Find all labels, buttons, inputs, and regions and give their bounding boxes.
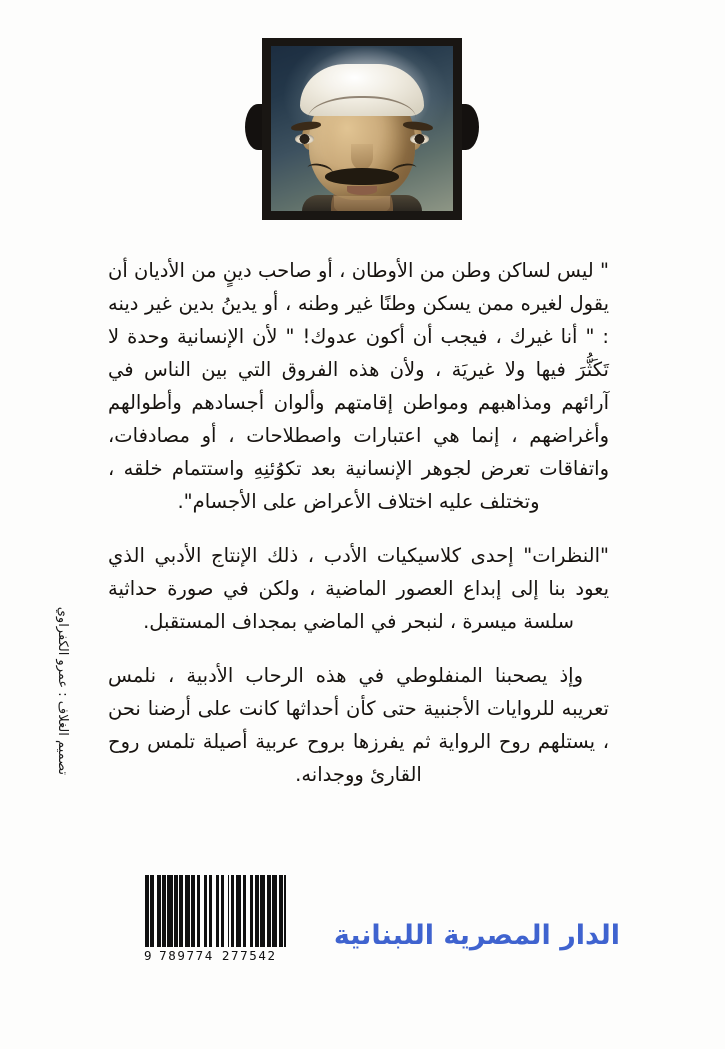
barcode-digits (144, 948, 286, 963)
portrait-eye-right (410, 134, 429, 144)
portrait-eye-left (295, 134, 314, 144)
isbn-barcode (144, 875, 286, 963)
cover-design-credit: تصميم الغلاف : عمرو الكفراوي (55, 606, 70, 775)
blurb-paragraph-quote: " ليس لساكن وطن من الأوطان ، أو صاحب دينٍ من الأديان أن يقول لغيره ممن يسكن وطنًا غير وطنه ، أو يدينُ بدين غير دينه : " أنا غيرك ، فيجب أن أكون عدوك! " لأن الإنسانية وحدة لا تَكَثُّرَ فيها ولا غيريَة ، ولأن هذه الفروق التي بين الناس في آرائهم ومذاهبهم ومواطن إقامتهم وألوان أجسادهم وأطوالهم وأغراضهم ، إنما هي اعتبارات واصطلاحات ، أو مصادفات، واتفاقات تعرض لجوهر الإنسانية بعد تكوُئنِهِ واستتمام خلقه ، وتختلف عليه اختلاف الأعراض على الأجسام". (108, 259, 609, 513)
barcode-bars (144, 875, 286, 947)
portrait-moustache (325, 168, 399, 185)
portrait-nose (351, 144, 373, 170)
blurb-paragraph-classic: "النظرات" إحدى كلاسيكيات الأدب ، ذلك الإنتاج الأدبي الذي يعود بنا إلى إبداع العصور الماضية ، ولكن في صورة حداثية سلسة ميسرة ، لنبحر في الماضي بمجداف المستقبل. (108, 544, 609, 633)
barcode-group-left: 789774 (159, 948, 214, 963)
barcode-lead-digit: 9 (144, 948, 154, 963)
portrait-lips (347, 186, 377, 195)
portrait-frame (262, 38, 462, 220)
portrait-photo (271, 46, 453, 211)
author-portrait (262, 38, 462, 220)
back-cover-text (108, 254, 609, 791)
barcode-group-right: 277542 (221, 948, 277, 963)
portrait-chin (334, 196, 390, 211)
publisher-logo: الدار المصرية اللبنانية (333, 920, 620, 951)
blurb-paragraph-manfaluti: وإذ يصحبنا المنفلوطي في هذه الرحاب الأدبية ، نلمس تعريبه للروايات الأجنبية حتى كأن أحداثها كانت على أرضنا نحن ، يستلهم روح الرواية ثم يفرزها بروح عربية أصيلة تلمس روح القارئ ووجدانه. (108, 664, 609, 786)
